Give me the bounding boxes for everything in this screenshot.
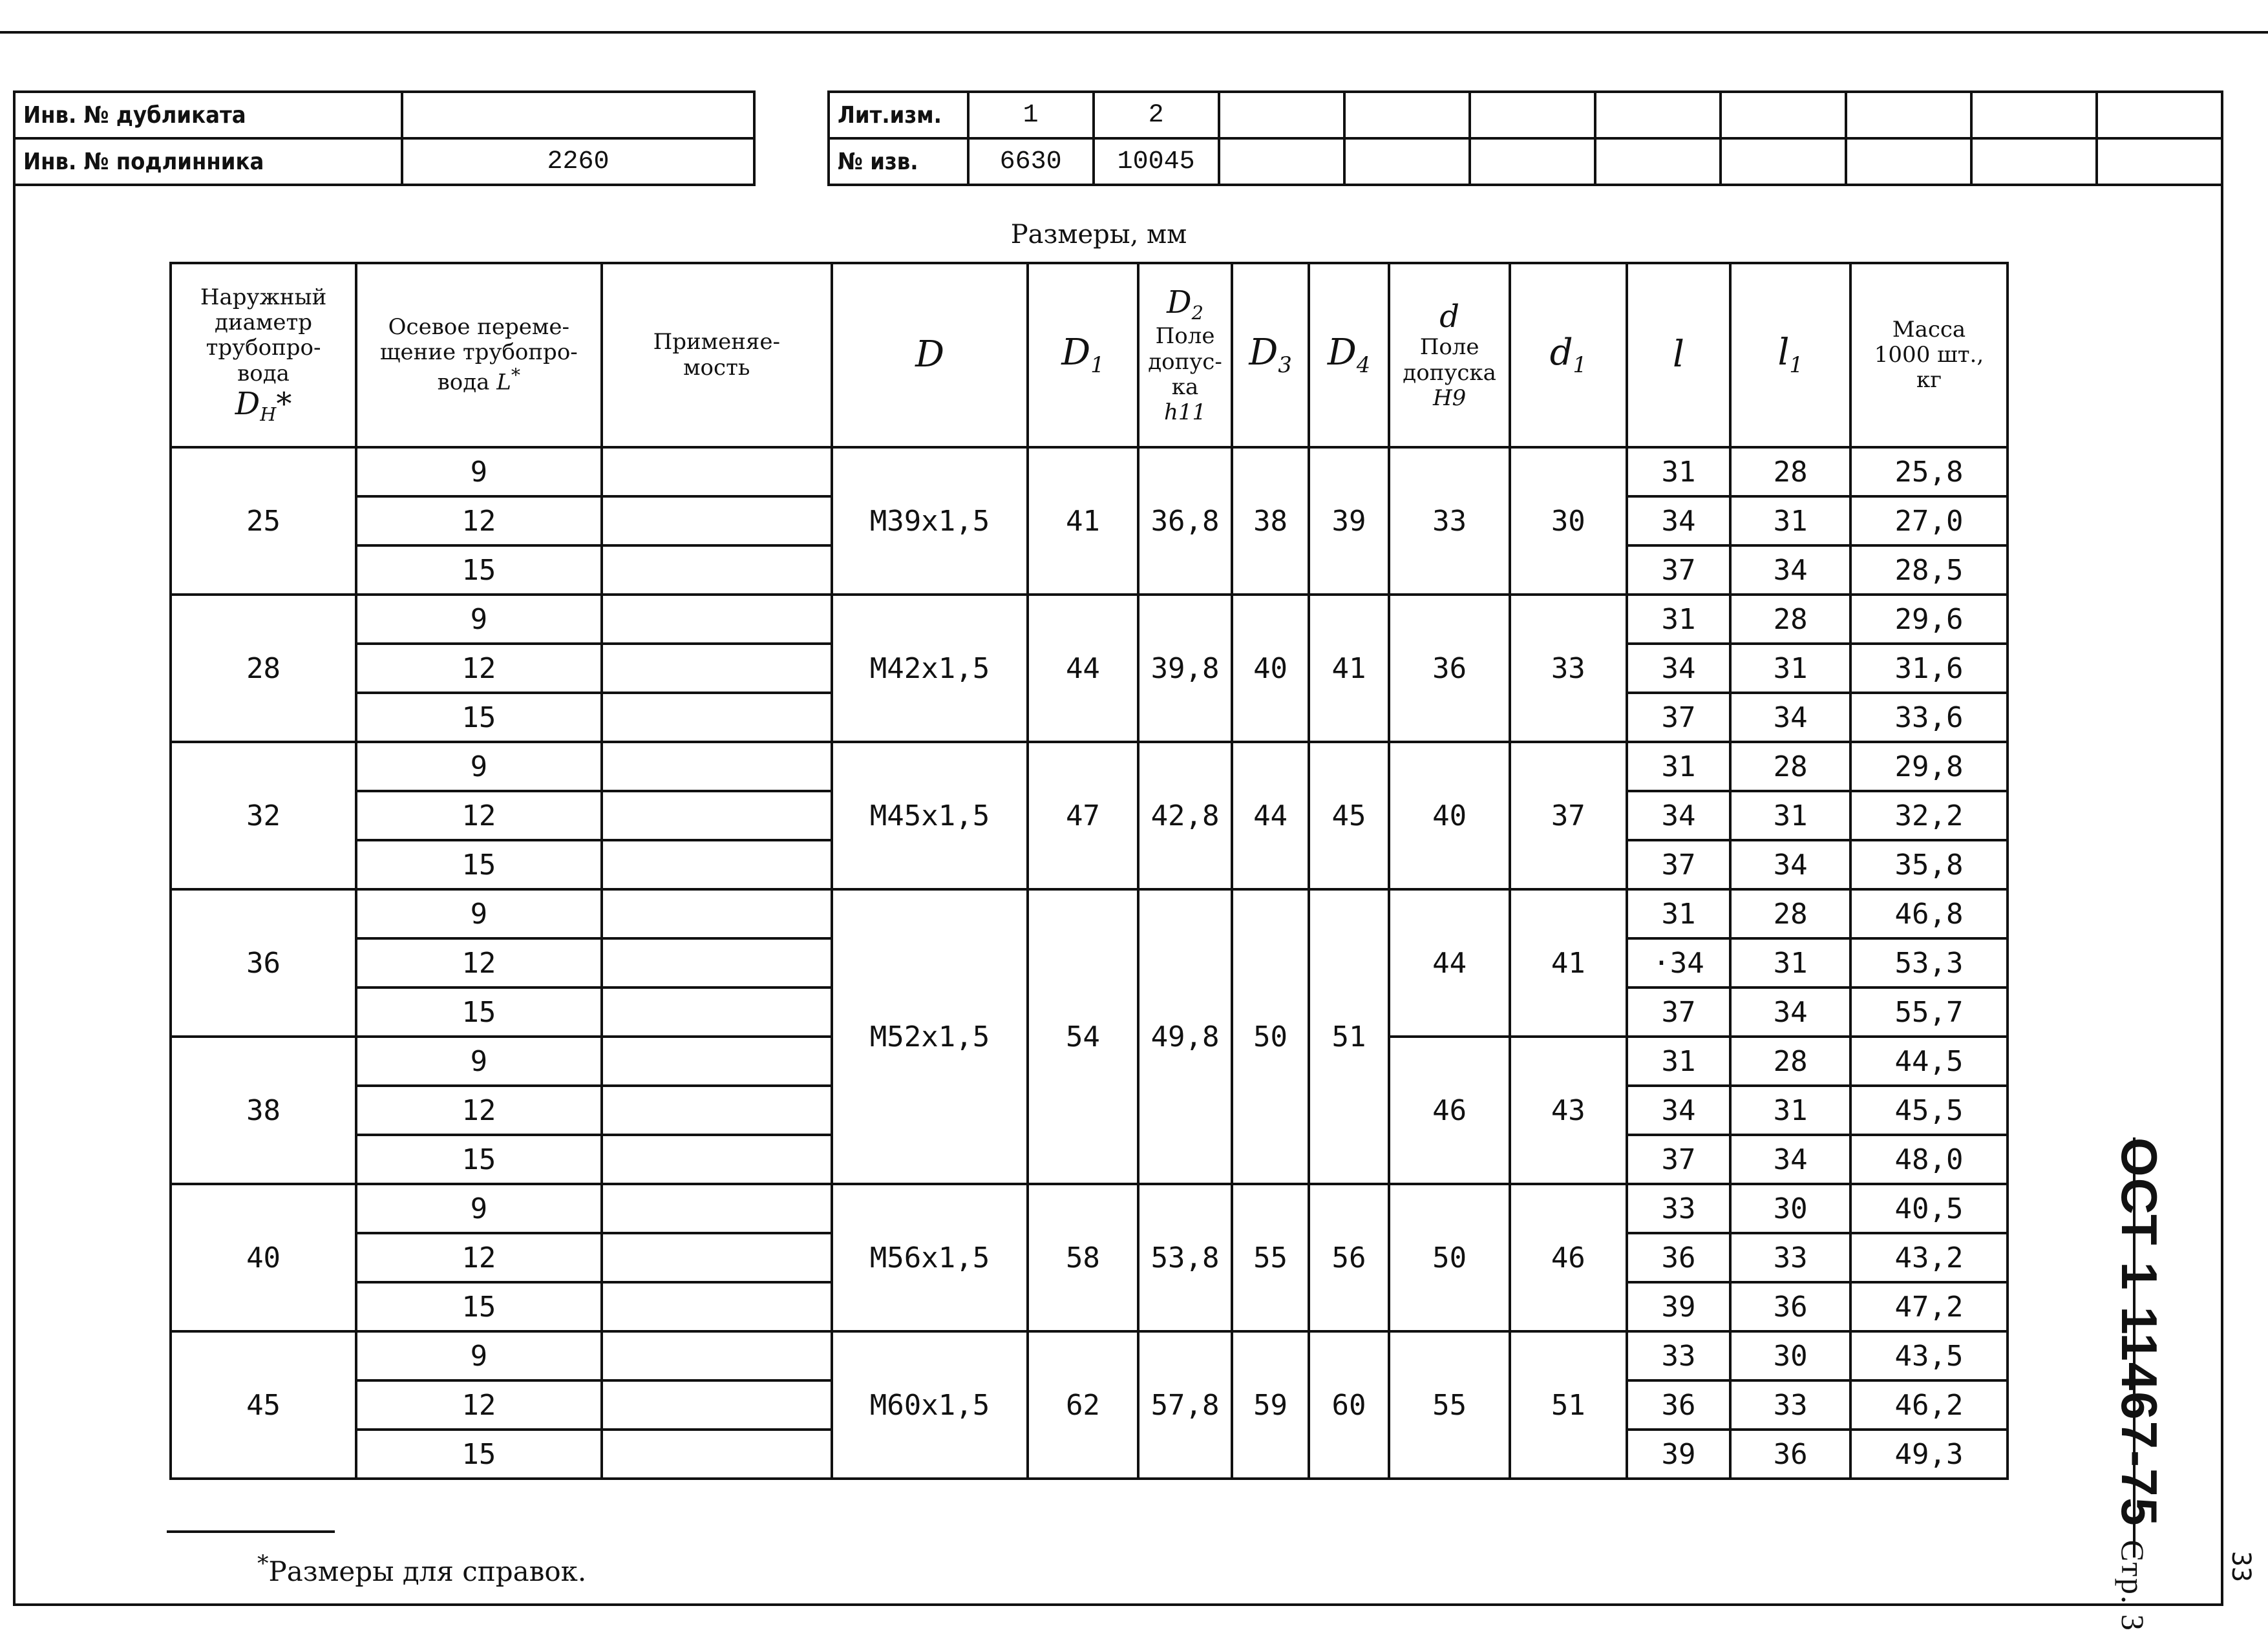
duplicate-inv-label: Инв. № дубликата: [14, 92, 402, 138]
table-row: [171, 889, 2008, 938]
D4-cell: 56: [1309, 1184, 1389, 1331]
D3-cell: 40: [1232, 595, 1308, 742]
footnote-rule: [167, 1530, 335, 1533]
table-row: [171, 1331, 2008, 1380]
axial-displacement-cell: 15: [356, 1282, 601, 1331]
header-mass: Масса 1000 шт., кг: [1850, 263, 2008, 447]
D3-cell: 55: [1232, 1184, 1308, 1331]
mass-cell: 49,3: [1850, 1430, 2008, 1479]
footnote: [257, 1551, 586, 1587]
revision-letter-cell: [2097, 92, 2222, 138]
mass-cell: 46,2: [1850, 1380, 2008, 1430]
length-l-cell: 31: [1627, 889, 1731, 938]
length-l-cell: 37: [1627, 1135, 1731, 1184]
header-outer-diameter: Наружный диаметр трубопро- вода $D_H*$: [171, 263, 356, 447]
length-l-cell: 31: [1627, 1037, 1731, 1086]
length-l-cell: 39: [1627, 1430, 1731, 1479]
header-D: D: [832, 263, 1028, 447]
length-l1-cell: 31: [1730, 938, 1850, 988]
revision-letter-cell: [1219, 92, 1344, 138]
axial-displacement-cell: 9: [356, 1331, 601, 1380]
axial-displacement-cell: 9: [356, 447, 601, 496]
mass-cell: 44,5: [1850, 1037, 2008, 1086]
revision-letter-cell: 2: [1094, 92, 1219, 138]
outer-diameter-cell: 38: [171, 1037, 356, 1184]
D2-cell: 42,8: [1138, 742, 1233, 889]
notice-number-cell: [1595, 138, 1721, 185]
D1-cell: 58: [1028, 1184, 1138, 1331]
mass-cell: 28,5: [1850, 545, 2008, 595]
thread-D-cell: M45x1,5: [832, 742, 1028, 889]
mass-cell: 46,8: [1850, 889, 2008, 938]
length-l1-cell: 33: [1730, 1233, 1850, 1282]
sheet-number: 33: [2226, 1551, 2256, 1583]
bore-d-cell: 36: [1389, 595, 1510, 742]
outer-diameter-cell: 28: [171, 595, 356, 742]
notice-number-label: № изв.: [829, 138, 968, 185]
length-l-cell: 34: [1627, 644, 1731, 693]
revision-letter-cell: 1: [968, 92, 1094, 138]
axial-displacement-cell: 9: [356, 595, 601, 644]
footnote-text: Размеры для справок.: [268, 1556, 587, 1587]
bore-d-cell: 44: [1389, 889, 1510, 1037]
outer-diameter-cell: 32: [171, 742, 356, 889]
length-l1-cell: 34: [1730, 1135, 1850, 1184]
D3-cell: 50: [1232, 889, 1308, 1184]
thread-D-cell: M39x1,5: [832, 447, 1028, 595]
mass-cell: 31,6: [1850, 644, 2008, 693]
applicability-cell: [602, 840, 832, 889]
header-l: l: [1627, 263, 1731, 447]
axial-displacement-cell: 15: [356, 1135, 601, 1184]
D3-cell: 44: [1232, 742, 1308, 889]
applicability-cell: [602, 1430, 832, 1479]
length-l1-cell: 28: [1730, 1037, 1850, 1086]
axial-displacement-cell: 15: [356, 693, 601, 742]
D3-cell: 59: [1232, 1331, 1308, 1479]
D1-cell: 62: [1028, 1331, 1138, 1479]
duplicate-inv-value: [402, 92, 754, 138]
applicability-cell: [602, 595, 832, 644]
notice-number-cell: 10045: [1094, 138, 1219, 185]
mass-cell: 53,3: [1850, 938, 2008, 988]
length-l1-cell: 30: [1730, 1184, 1850, 1233]
length-l-cell: 31: [1627, 742, 1731, 791]
length-l1-cell: 28: [1730, 742, 1850, 791]
length-l1-cell: 28: [1730, 447, 1850, 496]
applicability-cell: [602, 1184, 832, 1233]
thread-D-cell: M42x1,5: [832, 595, 1028, 742]
D2-cell: 57,8: [1138, 1331, 1233, 1479]
bore-d1-cell: 51: [1510, 1331, 1627, 1479]
bore-d-cell: 33: [1389, 447, 1510, 595]
notice-number-cell: [1470, 138, 1595, 185]
thread-D-cell: M52x1,5: [832, 889, 1028, 1184]
mass-cell: 27,0: [1850, 496, 2008, 545]
revision-letter-cell: [1344, 92, 1470, 138]
applicability-cell: [602, 742, 832, 791]
header-d1: $d_1$: [1510, 263, 1627, 447]
bore-d1-cell: 33: [1510, 595, 1627, 742]
document-code-number: ОСТ 1 11467-75: [2111, 1137, 2168, 1527]
axial-displacement-cell: 12: [356, 1233, 601, 1282]
axial-displacement-cell: 15: [356, 988, 601, 1037]
revision-letter-cell: [1470, 92, 1595, 138]
thread-D-cell: M60x1,5: [832, 1331, 1028, 1479]
outer-diameter-cell: 36: [171, 889, 356, 1037]
applicability-cell: [602, 1086, 832, 1135]
bore-d1-cell: 37: [1510, 742, 1627, 889]
applicability-cell: [602, 545, 832, 595]
header-D2: $D_2$ Поле допус- ка h11: [1138, 263, 1233, 447]
mass-cell: 29,8: [1850, 742, 2008, 791]
axial-displacement-cell: 12: [356, 496, 601, 545]
D2-cell: 39,8: [1138, 595, 1233, 742]
document-code: [2104, 1137, 2168, 1632]
applicability-cell: [602, 1380, 832, 1430]
notice-number-cell: [1219, 138, 1344, 185]
applicability-cell: [602, 693, 832, 742]
D2-cell: 53,8: [1138, 1184, 1233, 1331]
applicability-cell: [602, 496, 832, 545]
applicability-cell: [602, 889, 832, 938]
length-l-cell: 37: [1627, 988, 1731, 1037]
applicability-cell: [602, 791, 832, 840]
bore-d-cell: 46: [1389, 1037, 1510, 1184]
outer-diameter-cell: 40: [171, 1184, 356, 1331]
revision-letter-cell: [1846, 92, 1971, 138]
mass-cell: 40,5: [1850, 1184, 2008, 1233]
axial-displacement-cell: 9: [356, 889, 601, 938]
D1-cell: 41: [1028, 447, 1138, 595]
D4-cell: 39: [1309, 447, 1389, 595]
header-D3: $D_3$: [1232, 263, 1308, 447]
outer-diameter-cell: 25: [171, 447, 356, 595]
top-border-line: [0, 31, 2268, 34]
mass-cell: 48,0: [1850, 1135, 2008, 1184]
D4-cell: 60: [1309, 1331, 1389, 1479]
revision-letter-cell: [1721, 92, 1846, 138]
original-inv-label: Инв. № подлинника: [14, 138, 402, 185]
applicability-cell: [602, 1282, 832, 1331]
D1-cell: 47: [1028, 742, 1138, 889]
revision-letter-cell: [1971, 92, 2097, 138]
stamp-left: [13, 90, 756, 186]
length-l-cell: 33: [1627, 1184, 1731, 1233]
mass-cell: 32,2: [1850, 791, 2008, 840]
bore-d-cell: 55: [1389, 1331, 1510, 1479]
table-row: [171, 1184, 2008, 1233]
notice-number-cell: [1721, 138, 1846, 185]
mass-cell: 35,8: [1850, 840, 2008, 889]
length-l1-cell: 31: [1730, 496, 1850, 545]
length-l1-cell: 30: [1730, 1331, 1850, 1380]
notice-number-cell: 6630: [968, 138, 1094, 185]
mass-cell: 33,6: [1850, 693, 2008, 742]
length-l1-cell: 36: [1730, 1282, 1850, 1331]
length-l1-cell: 28: [1730, 889, 1850, 938]
mass-cell: 55,7: [1850, 988, 2008, 1037]
length-l1-cell: 36: [1730, 1430, 1850, 1479]
D2-cell: 49,8: [1138, 889, 1233, 1184]
length-l1-cell: 31: [1730, 644, 1850, 693]
header-l1: $l_1$: [1730, 263, 1850, 447]
length-l-cell: 31: [1627, 447, 1731, 496]
length-l-cell: 37: [1627, 693, 1731, 742]
header-axial-displacement: Осевое переме- щение трубопро- вода L*: [356, 263, 601, 447]
header-D1: $D_1$: [1028, 263, 1138, 447]
axial-displacement-cell: 15: [356, 545, 601, 595]
axial-displacement-cell: 15: [356, 1430, 601, 1479]
mass-cell: 25,8: [1850, 447, 2008, 496]
D4-cell: 45: [1309, 742, 1389, 889]
length-l-cell: 33: [1627, 1331, 1731, 1380]
axial-displacement-cell: 9: [356, 1037, 601, 1086]
D4-cell: 51: [1309, 889, 1389, 1184]
header-d: d Поле допуска H9: [1389, 263, 1510, 447]
applicability-cell: [602, 1037, 832, 1086]
header-D4: $D_4$: [1309, 263, 1389, 447]
axial-displacement-cell: 12: [356, 644, 601, 693]
length-l-cell: 39: [1627, 1282, 1731, 1331]
length-l-cell: 37: [1627, 840, 1731, 889]
length-l1-cell: 34: [1730, 840, 1850, 889]
bore-d-cell: 40: [1389, 742, 1510, 889]
length-l-cell: 36: [1627, 1380, 1731, 1430]
length-l-cell: 34: [1627, 1086, 1731, 1135]
axial-displacement-cell: 9: [356, 742, 601, 791]
length-l1-cell: 34: [1730, 545, 1850, 595]
length-l-cell: 31: [1627, 595, 1731, 644]
table-caption: Размеры, мм: [1010, 220, 1187, 249]
axial-displacement-cell: 12: [356, 791, 601, 840]
applicability-cell: [602, 938, 832, 988]
length-l-cell: 34: [1627, 791, 1731, 840]
bore-d1-cell: 30: [1510, 447, 1627, 595]
applicability-cell: [602, 1135, 832, 1184]
mass-cell: 43,5: [1850, 1331, 2008, 1380]
length-l-cell: 34: [1627, 496, 1731, 545]
stamp-right: [827, 90, 2223, 186]
notice-number-cell: [1846, 138, 1971, 185]
axial-displacement-cell: 12: [356, 1380, 601, 1430]
axial-displacement-cell: 12: [356, 938, 601, 988]
mass-cell: 29,6: [1850, 595, 2008, 644]
revision-letter-label: Лит.изм.: [829, 92, 968, 138]
D3-cell: 38: [1232, 447, 1308, 595]
notice-number-cell: [2097, 138, 2222, 185]
length-l-cell: 36: [1627, 1233, 1731, 1282]
axial-displacement-cell: 12: [356, 1086, 601, 1135]
mass-cell: 45,5: [1850, 1086, 2008, 1135]
applicability-cell: [602, 447, 832, 496]
length-l-cell: 37: [1627, 545, 1731, 595]
bore-d1-cell: 41: [1510, 889, 1627, 1037]
length-l-cell: ·34: [1627, 938, 1731, 988]
length-l1-cell: 34: [1730, 988, 1850, 1037]
applicability-cell: [602, 1233, 832, 1282]
revision-letter-cell: [1595, 92, 1721, 138]
bore-d1-cell: 43: [1510, 1037, 1627, 1184]
outer-diameter-cell: 45: [171, 1331, 356, 1479]
length-l1-cell: 28: [1730, 595, 1850, 644]
original-inv-value: 2260: [402, 138, 754, 185]
D4-cell: 41: [1309, 595, 1389, 742]
D2-cell: 36,8: [1138, 447, 1233, 595]
D1-cell: 44: [1028, 595, 1138, 742]
length-l1-cell: 31: [1730, 1086, 1850, 1135]
document-page-label: Стр. 3: [2115, 1539, 2151, 1632]
length-l1-cell: 34: [1730, 693, 1850, 742]
mass-cell: 47,2: [1850, 1282, 2008, 1331]
notice-number-cell: [1971, 138, 2097, 185]
applicability-cell: [602, 1331, 832, 1380]
header-applicability: Применяе- мость: [602, 263, 832, 447]
axial-displacement-cell: 9: [356, 1184, 601, 1233]
applicability-cell: [602, 988, 832, 1037]
length-l1-cell: 31: [1730, 791, 1850, 840]
length-l1-cell: 33: [1730, 1380, 1850, 1430]
table-row: [171, 742, 2008, 791]
mass-cell: 43,2: [1850, 1233, 2008, 1282]
table-row: [171, 447, 2008, 496]
D1-cell: 54: [1028, 889, 1138, 1184]
bore-d-cell: 50: [1389, 1184, 1510, 1331]
thread-D-cell: M56x1,5: [832, 1184, 1028, 1331]
notice-number-cell: [1344, 138, 1470, 185]
table-row: [171, 595, 2008, 644]
dimension-table: [169, 262, 2009, 1480]
axial-displacement-cell: 15: [356, 840, 601, 889]
bore-d1-cell: 46: [1510, 1184, 1627, 1331]
applicability-cell: [602, 644, 832, 693]
footnote-star: *: [257, 1551, 269, 1577]
